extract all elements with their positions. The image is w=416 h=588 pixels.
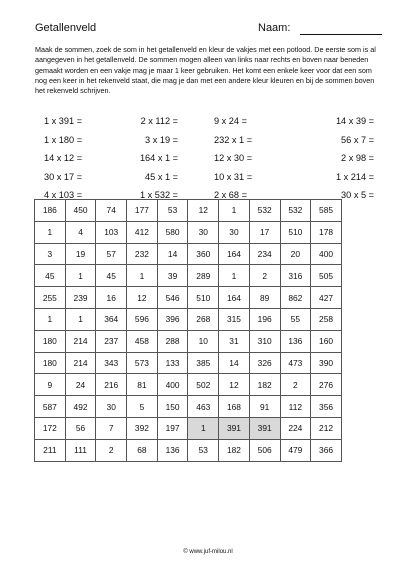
sum-item: 2 x 68 =: [214, 190, 247, 200]
grid-cell[interactable]: 197: [157, 417, 188, 439]
grid-cell[interactable]: 7: [96, 417, 127, 439]
grid-cell[interactable]: 211: [35, 439, 66, 461]
grid-cell[interactable]: 160: [311, 330, 342, 352]
grid-cell[interactable]: 224: [280, 417, 311, 439]
grid-cell[interactable]: 56: [65, 417, 96, 439]
grid-cell[interactable]: 532: [280, 200, 311, 222]
grid-cell[interactable]: 150: [157, 396, 188, 418]
grid-row: [35, 221, 342, 243]
grid-row: [35, 374, 342, 396]
sum-item: 14 x 12 =: [44, 153, 83, 163]
grid-cell[interactable]: 532: [249, 200, 280, 222]
grid-cell[interactable]: 463: [188, 396, 219, 418]
grid-cell[interactable]: 136: [280, 330, 311, 352]
grid-row: [35, 265, 342, 287]
grid-cell[interactable]: 1: [127, 265, 158, 287]
grid-cell[interactable]: 81: [127, 374, 158, 396]
sum-item: 2 x 98 =: [341, 153, 374, 163]
grid-cell[interactable]: 112: [280, 396, 311, 418]
grid-cell[interactable]: 216: [96, 374, 127, 396]
sum-item: 4 x 103 =: [44, 190, 83, 200]
grid-cell[interactable]: 343: [96, 352, 127, 374]
grid-cell[interactable]: 585: [311, 200, 342, 222]
grid-cell[interactable]: 510: [188, 287, 219, 309]
grid-cell[interactable]: 178: [311, 221, 342, 243]
grid-row: [35, 308, 342, 330]
grid-cell[interactable]: 596: [127, 308, 158, 330]
sum-item: 30 x 5 =: [341, 190, 374, 200]
grid-cell[interactable]: 315: [219, 308, 250, 330]
grid-cell[interactable]: 505: [311, 265, 342, 287]
grid-cell[interactable]: 289: [188, 265, 219, 287]
grid-cell[interactable]: 103: [96, 221, 127, 243]
grid-cell[interactable]: 450: [65, 200, 96, 222]
grid-cell[interactable]: 9: [35, 374, 66, 396]
name-line[interactable]: [300, 34, 382, 35]
grid-cell[interactable]: 172: [35, 417, 66, 439]
grid-cell[interactable]: 214: [65, 352, 96, 374]
grid-row: [35, 330, 342, 352]
grid-cell[interactable]: 400: [311, 243, 342, 265]
grid-cell[interactable]: 232: [127, 243, 158, 265]
sum-item: 30 x 17 =: [44, 171, 83, 182]
grid-row: [35, 396, 342, 418]
grid-cell[interactable]: 136: [157, 439, 188, 461]
grid-cell[interactable]: 180: [35, 330, 66, 352]
sum-item: 1 x 391 =: [44, 116, 83, 126]
grid-cell[interactable]: 255: [35, 287, 66, 309]
sum-row: [44, 135, 374, 154]
grid-cell[interactable]: 492: [65, 396, 96, 418]
grid-cell[interactable]: 68: [127, 439, 158, 461]
grid-cell[interactable]: 53: [188, 439, 219, 461]
grid-cell[interactable]: 546: [157, 287, 188, 309]
grid-cell[interactable]: 506: [249, 439, 280, 461]
grid-cell[interactable]: 14: [219, 352, 250, 374]
grid-cell[interactable]: 30: [188, 221, 219, 243]
grid-cell[interactable]: 214: [65, 330, 96, 352]
grid-cell[interactable]: 4: [65, 221, 96, 243]
grid-cell[interactable]: 510: [280, 221, 311, 243]
sum-item: 1 x 214 =: [335, 171, 374, 182]
grid-cell[interactable]: 45: [96, 265, 127, 287]
sums-list: [44, 116, 374, 209]
grid-cell[interactable]: 57: [96, 243, 127, 265]
grid-cell[interactable]: 573: [127, 352, 158, 374]
grid-cell[interactable]: 14: [157, 243, 188, 265]
grid-cell[interactable]: 1: [188, 417, 219, 439]
grid-cell[interactable]: 1: [219, 200, 250, 222]
grid-cell[interactable]: 10: [188, 330, 219, 352]
grid-cell[interactable]: 168: [219, 396, 250, 418]
sum-item: 14 x 39 =: [335, 116, 374, 126]
grid-cell[interactable]: 19: [65, 243, 96, 265]
grid-cell[interactable]: 20: [280, 243, 311, 265]
grid-cell[interactable]: 385: [188, 352, 219, 374]
grid-cell[interactable]: 91: [249, 396, 280, 418]
grid-cell[interactable]: 239: [65, 287, 96, 309]
grid-cell[interactable]: 2: [249, 265, 280, 287]
sum-item: 164 x 1 =: [139, 153, 178, 163]
sum-item: 12 x 30 =: [214, 153, 253, 163]
grid-cell[interactable]: 396: [157, 308, 188, 330]
grid-cell[interactable]: 258: [311, 308, 342, 330]
grid-cell[interactable]: 1: [35, 308, 66, 330]
grid-cell[interactable]: 186: [35, 200, 66, 222]
sum-item: 9 x 24 =: [214, 116, 247, 126]
grid-cell[interactable]: 3: [35, 243, 66, 265]
grid-cell[interactable]: 364: [96, 308, 127, 330]
number-grid: [34, 199, 342, 462]
grid-row: [35, 352, 342, 374]
grid-cell[interactable]: 268: [188, 308, 219, 330]
instructions: Maak de sommen, zoek de som in het getallenveld en kleur de vakjes met een potlood. De eerste som is al aangegeven in het getallenveld. De sommen mogen alleen van links naar rechts en boven naar beneden gemaakt worden en een vakje mag je maar 1 keer gebruiken. Het komt een enkele keer voor dat een som nog een keer in het rekenveld staat, die mag je dan met een andere kleur kleuren en bij de sommen boven het rekenveld schrijven.: [35, 45, 376, 96]
grid-row: [35, 243, 342, 265]
grid-cell[interactable]: 587: [35, 396, 66, 418]
sum-item: 45 x 1 =: [145, 171, 178, 182]
grid-cell[interactable]: 310: [249, 330, 280, 352]
grid-cell[interactable]: 356: [311, 396, 342, 418]
grid-cell[interactable]: 2: [96, 439, 127, 461]
grid-cell[interactable]: 55: [280, 308, 311, 330]
grid-cell[interactable]: 30: [96, 396, 127, 418]
grid-cell[interactable]: 237: [96, 330, 127, 352]
grid-row: [35, 287, 342, 309]
sum-item: 10 x 31 =: [214, 171, 253, 182]
grid-cell[interactable]: 316: [280, 265, 311, 287]
grid-cell[interactable]: 360: [188, 243, 219, 265]
grid-cell[interactable]: 1: [219, 265, 250, 287]
grid-cell[interactable]: 180: [35, 352, 66, 374]
name-label: Naam:: [258, 22, 291, 34]
grid-cell[interactable]: 182: [249, 374, 280, 396]
grid-cell[interactable]: 212: [311, 417, 342, 439]
grid-cell[interactable]: 30: [219, 221, 250, 243]
grid-cell[interactable]: 53: [157, 200, 188, 222]
grid-cell[interactable]: 39: [157, 265, 188, 287]
grid-row: [35, 417, 342, 439]
grid-cell[interactable]: 2: [280, 374, 311, 396]
grid-cell[interactable]: 580: [157, 221, 188, 243]
grid-cell[interactable]: 12: [188, 200, 219, 222]
grid-cell[interactable]: 427: [311, 287, 342, 309]
grid-cell[interactable]: 234: [249, 243, 280, 265]
grid-cell[interactable]: 366: [311, 439, 342, 461]
grid-cell[interactable]: 111: [65, 439, 96, 461]
grid-row: [35, 200, 342, 222]
grid-cell[interactable]: 12: [219, 374, 250, 396]
grid-cell[interactable]: 1: [65, 265, 96, 287]
grid-cell[interactable]: 288: [157, 330, 188, 352]
grid-cell[interactable]: 502: [188, 374, 219, 396]
grid-cell[interactable]: 400: [157, 374, 188, 396]
grid-cell[interactable]: 164: [219, 287, 250, 309]
grid-cell[interactable]: 479: [280, 439, 311, 461]
footer-credit: © www.juf-milou.nl: [183, 549, 233, 555]
sum-row: [44, 172, 374, 191]
grid-cell[interactable]: 862: [280, 287, 311, 309]
grid-cell[interactable]: 177: [127, 200, 158, 222]
grid-cell[interactable]: 1: [35, 221, 66, 243]
sum-item: 2 x 112 =: [140, 116, 178, 126]
grid-cell[interactable]: 276: [311, 374, 342, 396]
grid-cell[interactable]: 391: [249, 417, 280, 439]
grid-cell[interactable]: 12: [127, 287, 158, 309]
grid-cell[interactable]: 17: [249, 221, 280, 243]
sum-item: 1 x 180 =: [44, 134, 83, 145]
grid-cell[interactable]: 31: [219, 330, 250, 352]
grid-cell[interactable]: 473: [280, 352, 311, 374]
sum-item: 232 x 1 =: [214, 134, 253, 145]
grid-cell[interactable]: 458: [127, 330, 158, 352]
grid-cell[interactable]: 412: [127, 221, 158, 243]
grid-cell[interactable]: 89: [249, 287, 280, 309]
grid-cell[interactable]: 133: [157, 352, 188, 374]
sum-item: 56 x 7 =: [341, 134, 374, 145]
grid-cell[interactable]: 326: [249, 352, 280, 374]
sum-row: [44, 116, 374, 135]
grid-cell[interactable]: 390: [311, 352, 342, 374]
sum-item: 3 x 19 =: [145, 134, 178, 145]
grid-cell[interactable]: 24: [65, 374, 96, 396]
grid-cell[interactable]: 5: [127, 396, 158, 418]
grid-cell[interactable]: 74: [96, 200, 127, 222]
grid-row: [35, 439, 342, 461]
grid-cell[interactable]: 391: [219, 417, 250, 439]
grid-cell[interactable]: 16: [96, 287, 127, 309]
grid-cell[interactable]: 164: [219, 243, 250, 265]
grid-cell[interactable]: 182: [219, 439, 250, 461]
sum-item: 1 x 532 =: [139, 190, 178, 200]
page-title: Getallenveld: [35, 22, 97, 34]
grid-cell[interactable]: 392: [127, 417, 158, 439]
grid-cell[interactable]: 1: [65, 308, 96, 330]
sum-row: [44, 153, 374, 172]
grid-cell[interactable]: 45: [35, 265, 66, 287]
grid-cell[interactable]: 196: [249, 308, 280, 330]
